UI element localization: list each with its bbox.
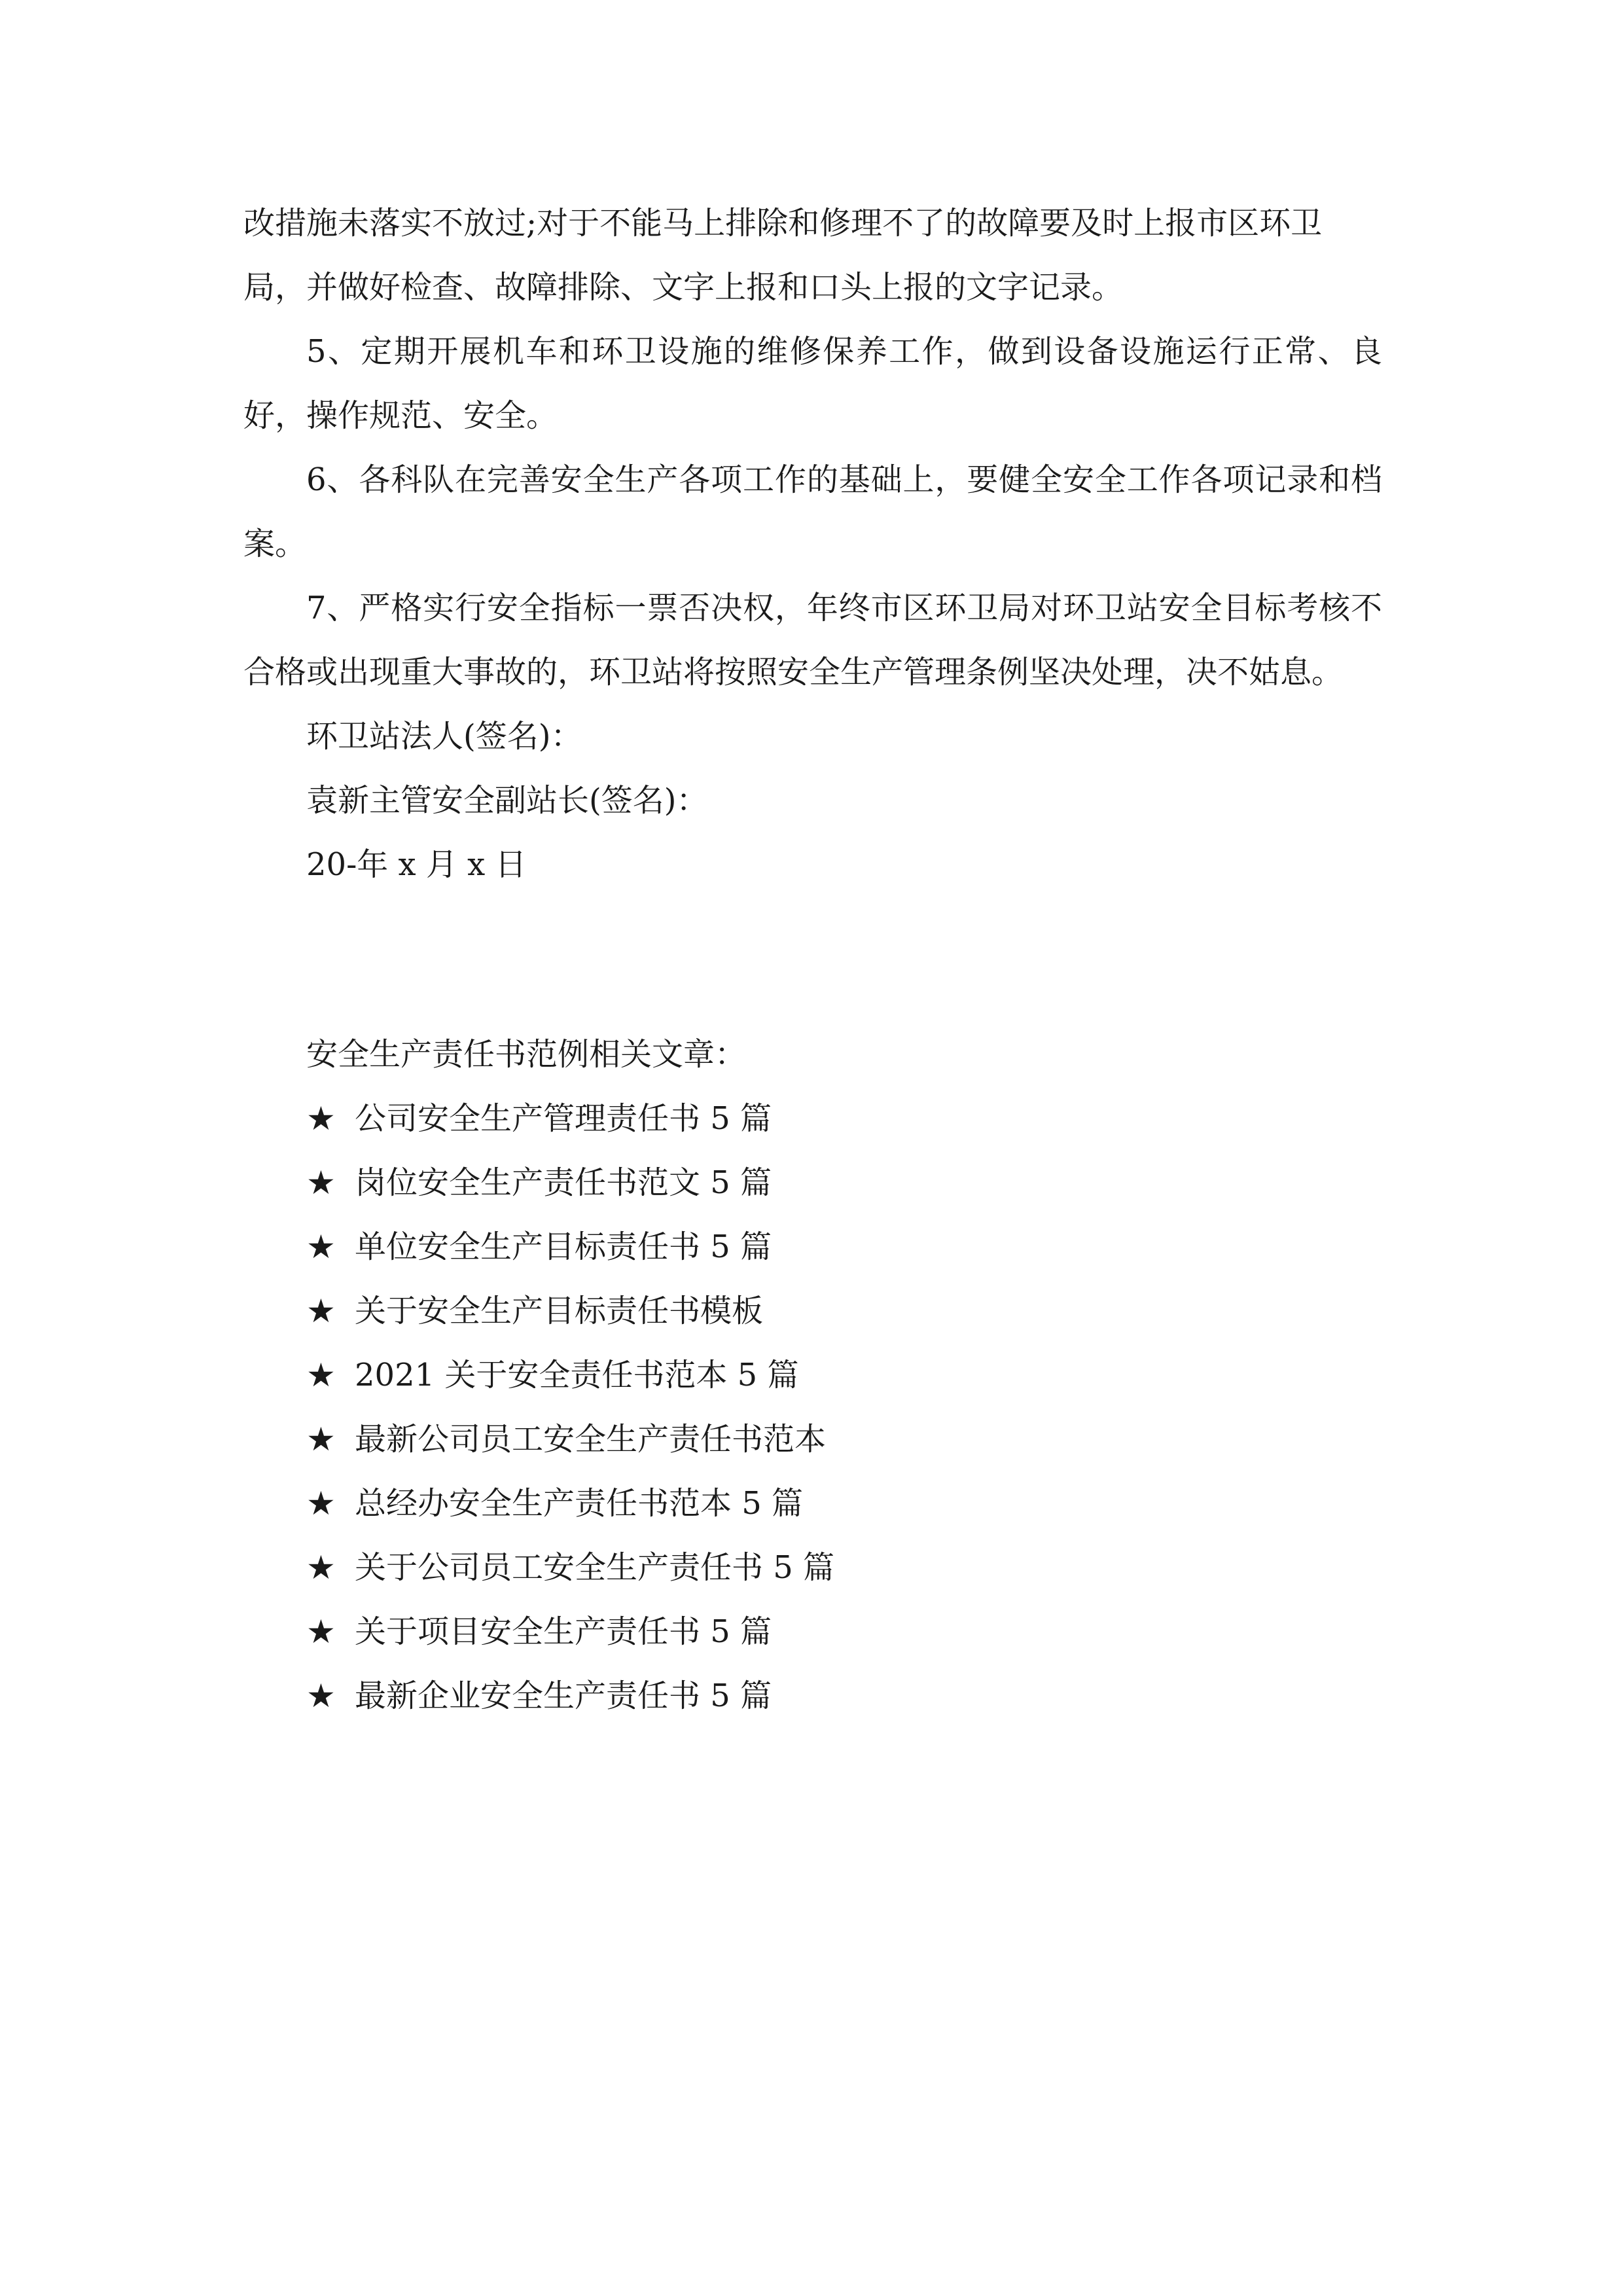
related-article-item[interactable]: [306, 1535, 1353, 1600]
star-icon: ★: [306, 1356, 336, 1394]
star-icon: ★: [306, 1677, 336, 1715]
related-article-item[interactable]: [306, 1086, 1353, 1151]
star-icon: ★: [306, 1613, 336, 1651]
clause-6: 6、各科队在完善安全生产各项工作的基础上，要健全安全工作各项记录和档案。: [243, 461, 1382, 562]
document-body: [243, 191, 1382, 897]
related-article-item[interactable]: [306, 1407, 1353, 1471]
signature-deputy-director: 袁新主管安全副站长(签名)：: [306, 782, 708, 819]
related-article-link[interactable]: 关于公司员工安全生产责任书 5 篇: [355, 1549, 835, 1586]
related-article-link[interactable]: 最新企业安全生产责任书 5 篇: [355, 1677, 772, 1714]
star-icon: ★: [306, 1420, 336, 1458]
clause-5: 5、定期开展机车和环卫设施的维修保养工作，做到设备设施运行正常、良好，操作规范、安全。: [243, 333, 1382, 434]
star-icon: ★: [306, 1164, 336, 1202]
related-article-item[interactable]: [306, 1343, 1353, 1407]
related-articles-list: [306, 1086, 1353, 1728]
related-article-link[interactable]: 最新公司员工安全生产责任书范本: [355, 1421, 827, 1458]
star-icon: ★: [306, 1100, 336, 1138]
related-article-item[interactable]: [306, 1664, 1353, 1728]
related-article-item[interactable]: [306, 1151, 1353, 1215]
related-article-item[interactable]: [306, 1600, 1353, 1664]
signature-legal-person: 环卫站法人(签名)：: [306, 718, 582, 755]
related-article-item[interactable]: [306, 1279, 1353, 1343]
related-article-link[interactable]: 公司安全生产管理责任书 5 篇: [355, 1100, 772, 1137]
related-article-link[interactable]: 2021 关于安全责任书范本 5 篇: [355, 1357, 799, 1393]
continuation-line-1: 改措施未落实不放过;对于不能马上排除和修理不了的故障要及时上报市区环卫: [243, 205, 1323, 242]
star-icon: ★: [306, 1228, 336, 1266]
related-article-link[interactable]: 岗位安全生产责任书范文 5 篇: [355, 1164, 772, 1201]
related-articles-title: 安全生产责任书范例相关文章：: [306, 1036, 747, 1073]
related-article-link[interactable]: 关于安全生产目标责任书模板: [355, 1293, 764, 1329]
clause-7: 7、严格实行安全指标一票否决权，年终市区环卫局对环卫站安全目标考核不合格或出现重大事故的，环卫站将按照安全生产管理条例坚决处理，决不姑息。: [243, 590, 1382, 691]
related-article-item[interactable]: [306, 1215, 1353, 1279]
continuation-paragraph: [243, 191, 1382, 319]
star-icon: ★: [306, 1292, 336, 1330]
star-icon: ★: [306, 1549, 336, 1587]
related-article-link[interactable]: 单位安全生产目标责任书 5 篇: [355, 1229, 772, 1265]
related-article-item[interactable]: [306, 1471, 1353, 1535]
related-article-link[interactable]: 关于项目安全生产责任书 5 篇: [355, 1613, 772, 1650]
signature-date: 20-年 x 月 x 日: [306, 846, 527, 883]
star-icon: ★: [306, 1484, 336, 1522]
continuation-line-2: 局，并做好检查、故障排除、文字上报和口头上报的文字记录。: [243, 269, 1124, 306]
related-articles: [306, 1022, 1353, 1728]
related-article-link[interactable]: 总经办安全生产责任书范本 5 篇: [355, 1485, 804, 1522]
